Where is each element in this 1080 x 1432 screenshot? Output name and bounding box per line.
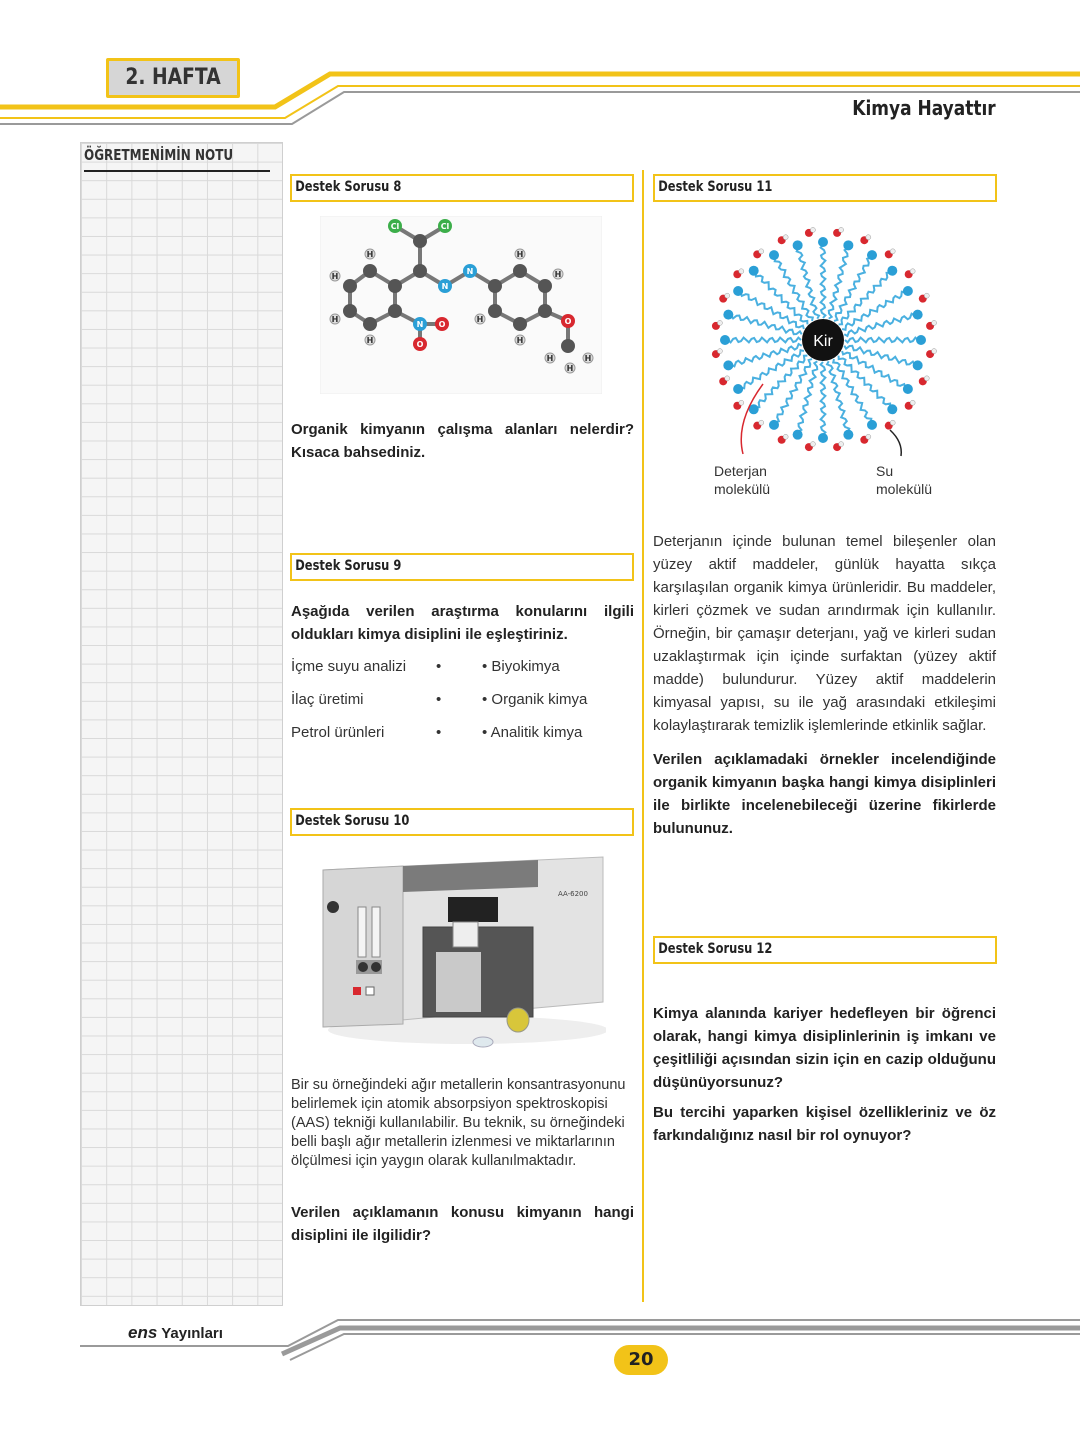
match-dot[interactable]: • [436, 691, 442, 708]
water-molecule-label: Su molekülü [876, 463, 933, 497]
svg-text:H: H [546, 354, 554, 363]
svg-text:H: H [366, 336, 374, 345]
detergent-head [723, 360, 733, 370]
column-divider [642, 170, 644, 1302]
svg-text:Cl: Cl [440, 222, 450, 231]
water-hydrogen [924, 376, 929, 381]
match-dot[interactable]: • [436, 724, 442, 741]
water-hydrogen [839, 442, 844, 447]
detergent-tail [797, 248, 819, 319]
page-title: Kimya Hayattır [852, 96, 996, 120]
detergent-head [903, 286, 913, 296]
q12-label: Destek Sorusu 12 [658, 941, 773, 957]
detergent-head [843, 430, 853, 440]
detergent-tail [798, 361, 817, 432]
water-hydrogen [783, 235, 788, 240]
water-hydrogen [910, 400, 915, 405]
dirt-label: Kir [813, 333, 833, 350]
q12-question-2: Bu tercihi yaparken kişisel özellikleriniz ve öz farkındalığınız nasıl bir rol oynuyor? [653, 1104, 996, 1144]
brand-logo: ens [128, 1323, 158, 1342]
match-dot[interactable]: • [436, 658, 442, 675]
detergent-tail [829, 248, 848, 319]
water-hydrogen [866, 434, 871, 439]
match-row [291, 650, 634, 683]
detergent-head [749, 266, 759, 276]
detergent-head [769, 250, 779, 260]
q12-question-1: Kimya alanında kariyer hedefleyen bir öğrenci olarak, hangi kimya disiplinlerinin iş imkanı ve çeşitliliği açısından sizin için en cazip olduğunu düşünüyorsunuz? [653, 1005, 996, 1091]
match-row [291, 716, 634, 749]
q8-label-box [290, 174, 634, 202]
detergent-head [818, 433, 828, 443]
q9-label: Destek Sorusu 9 [295, 558, 402, 574]
water-hydrogen [739, 269, 744, 274]
q10-spectrometer-image [318, 852, 606, 1052]
svg-text:H: H [554, 270, 562, 279]
detergent-tail [844, 314, 915, 336]
svg-text:N: N [416, 320, 424, 329]
q8-label: Destek Sorusu 8 [295, 179, 402, 195]
page-number: 20 [614, 1345, 668, 1375]
detergent-head [867, 420, 877, 430]
detergent-head [887, 404, 897, 414]
detergent-tail [821, 362, 826, 435]
detergent-head [769, 420, 779, 430]
water-arrow [890, 430, 901, 456]
detergent-head [733, 286, 743, 296]
detergent-tail [728, 338, 801, 343]
detergent-head [818, 237, 828, 247]
svg-text:H: H [516, 336, 524, 345]
water-hydrogen [759, 420, 764, 425]
match-right-item[interactable]: • Organik kimya [482, 691, 588, 708]
brand-name: Yayınları [161, 1325, 223, 1342]
detergent-head [843, 240, 853, 250]
detergent-tail [756, 356, 808, 408]
q9-matching [291, 650, 634, 749]
week-badge: 2. HAFTA [106, 58, 240, 98]
detergent-tail [731, 315, 802, 334]
device-model-label: AA-6200 [558, 890, 588, 898]
water-hydrogen [810, 227, 815, 232]
water-hydrogen [890, 420, 895, 425]
detergent-tail [839, 273, 891, 325]
detergent-arrow [741, 384, 763, 454]
match-right-item[interactable]: • Analitik kimya [482, 724, 583, 741]
match-left-item: Petrol ürünleri [291, 724, 385, 741]
detergent-tail [827, 361, 849, 432]
svg-text:O: O [416, 340, 424, 349]
detergent-tail [756, 273, 808, 325]
match-left-item: İçme suyu analizi [291, 658, 407, 675]
water-hydrogen [839, 227, 844, 232]
svg-text:N: N [441, 282, 449, 291]
match-left-item: İlaç üretimi [291, 691, 364, 708]
detergent-head [913, 360, 923, 370]
svg-text:O: O [564, 317, 572, 326]
q9-label-box [290, 553, 634, 581]
q9-question: Aşağıda verilen araştırma konularını ilgili oldukları kimya disiplini ile eşleştiriniz. [291, 603, 634, 643]
svg-text:H: H [516, 250, 524, 259]
water-hydrogen [783, 434, 788, 439]
q11-label: Destek Sorusu 11 [658, 179, 773, 195]
detergent-head [903, 384, 913, 394]
match-right-item[interactable]: • Biyokimya [482, 658, 560, 675]
water-hydrogen [810, 442, 815, 447]
detergent-head [733, 384, 743, 394]
detergent-tail [844, 346, 915, 365]
svg-text:H: H [476, 315, 484, 324]
detergent-molecule-label: Deterjan molekülü [714, 463, 771, 497]
water-hydrogen [725, 293, 730, 298]
detergent-tail [839, 356, 891, 408]
q11-label-box [653, 174, 997, 202]
q10-question: Verilen açıklamanın konusu kimyanın hangi disiplini ile ilgilidir? [291, 1204, 634, 1244]
detergent-head [723, 310, 733, 320]
q12-label-box [653, 936, 997, 964]
water-hydrogen [932, 349, 937, 354]
water-hydrogen [924, 293, 929, 298]
match-row [291, 683, 634, 716]
detergent-head [913, 310, 923, 320]
notes-title: ÖĞRETMENİMİN NOTU [84, 146, 234, 164]
detergent-tail [821, 245, 826, 318]
svg-text:H: H [331, 315, 339, 324]
footer-brand [128, 1323, 223, 1343]
detergent-head [867, 250, 877, 260]
svg-text:O: O [438, 320, 446, 329]
svg-text:H: H [566, 364, 574, 373]
water-hydrogen [717, 349, 722, 354]
q10-text: Bir su örneğindeki ağır metallerin konsantrasyonunu belirlemek için atomik absorpsiyon spektroskopisi (AAS) tekniği kullanılabilir. Bu teknik, su örneğindeki belli başlı ağır metallerin izlenmesi ve miktarlarının ölçülmesi için yaygın olarak kullanılmaktadır. [291, 1077, 626, 1169]
notes-underline [84, 170, 270, 172]
q8-question: Organik kimyanın çalışma alanları nelerdir? Kısaca bahsediniz. [291, 421, 634, 461]
q10-label: Destek Sorusu 10 [295, 813, 410, 829]
detergent-tail [731, 344, 802, 366]
q8-molecule-image [320, 216, 602, 394]
svg-text:H: H [584, 354, 592, 363]
q11-question: Verilen açıklamadaki örnekler incelendiğinde organik kimyanın başka hangi kimya disiplinleri ile birlikte incelenebileceği üzerine fikirlerde bulununuz. [653, 751, 996, 837]
svg-text:H: H [366, 250, 374, 259]
detergent-head [793, 430, 803, 440]
water-hydrogen [759, 249, 764, 254]
q11-text: Deterjanın içinde bulunan temel bileşenler olan yüzey aktif maddeler, günlük hayatta sıkça karşılaşılan organik kimya ürünleridir. Bu maddeler, kirleri çözmek ve sudan arındırmak için kullanılır. Örneğin, bir çamaşır deterjanı, yağ ve kirleri sudan uzaklaştırmak için içinde surfaktan (yüzey aktif madde) bulundurur. Yüzey aktif maddelerin kimyasal yapısı, su ile yağ arasındaki etkileşimi kolaylaştırarak temizlik işlemlerinde etkinlik sağlar. [653, 533, 996, 734]
svg-text:N: N [466, 267, 474, 276]
water-hydrogen [910, 269, 915, 274]
q10-label-box [290, 808, 634, 836]
detergent-head [720, 335, 730, 345]
notes-grid [80, 142, 283, 1306]
detergent-head [916, 335, 926, 345]
water-hydrogen [725, 376, 730, 381]
water-hydrogen [739, 400, 744, 405]
water-hydrogen [866, 235, 871, 240]
svg-text:Cl: Cl [390, 222, 400, 231]
detergent-head [887, 266, 897, 276]
water-hydrogen [890, 249, 895, 254]
svg-text:H: H [331, 272, 339, 281]
q11-micelle-image[interactable] [705, 222, 945, 457]
water-hydrogen [717, 320, 722, 325]
detergent-tail [845, 338, 918, 343]
detergent-head [793, 240, 803, 250]
water-hydrogen [932, 320, 937, 325]
